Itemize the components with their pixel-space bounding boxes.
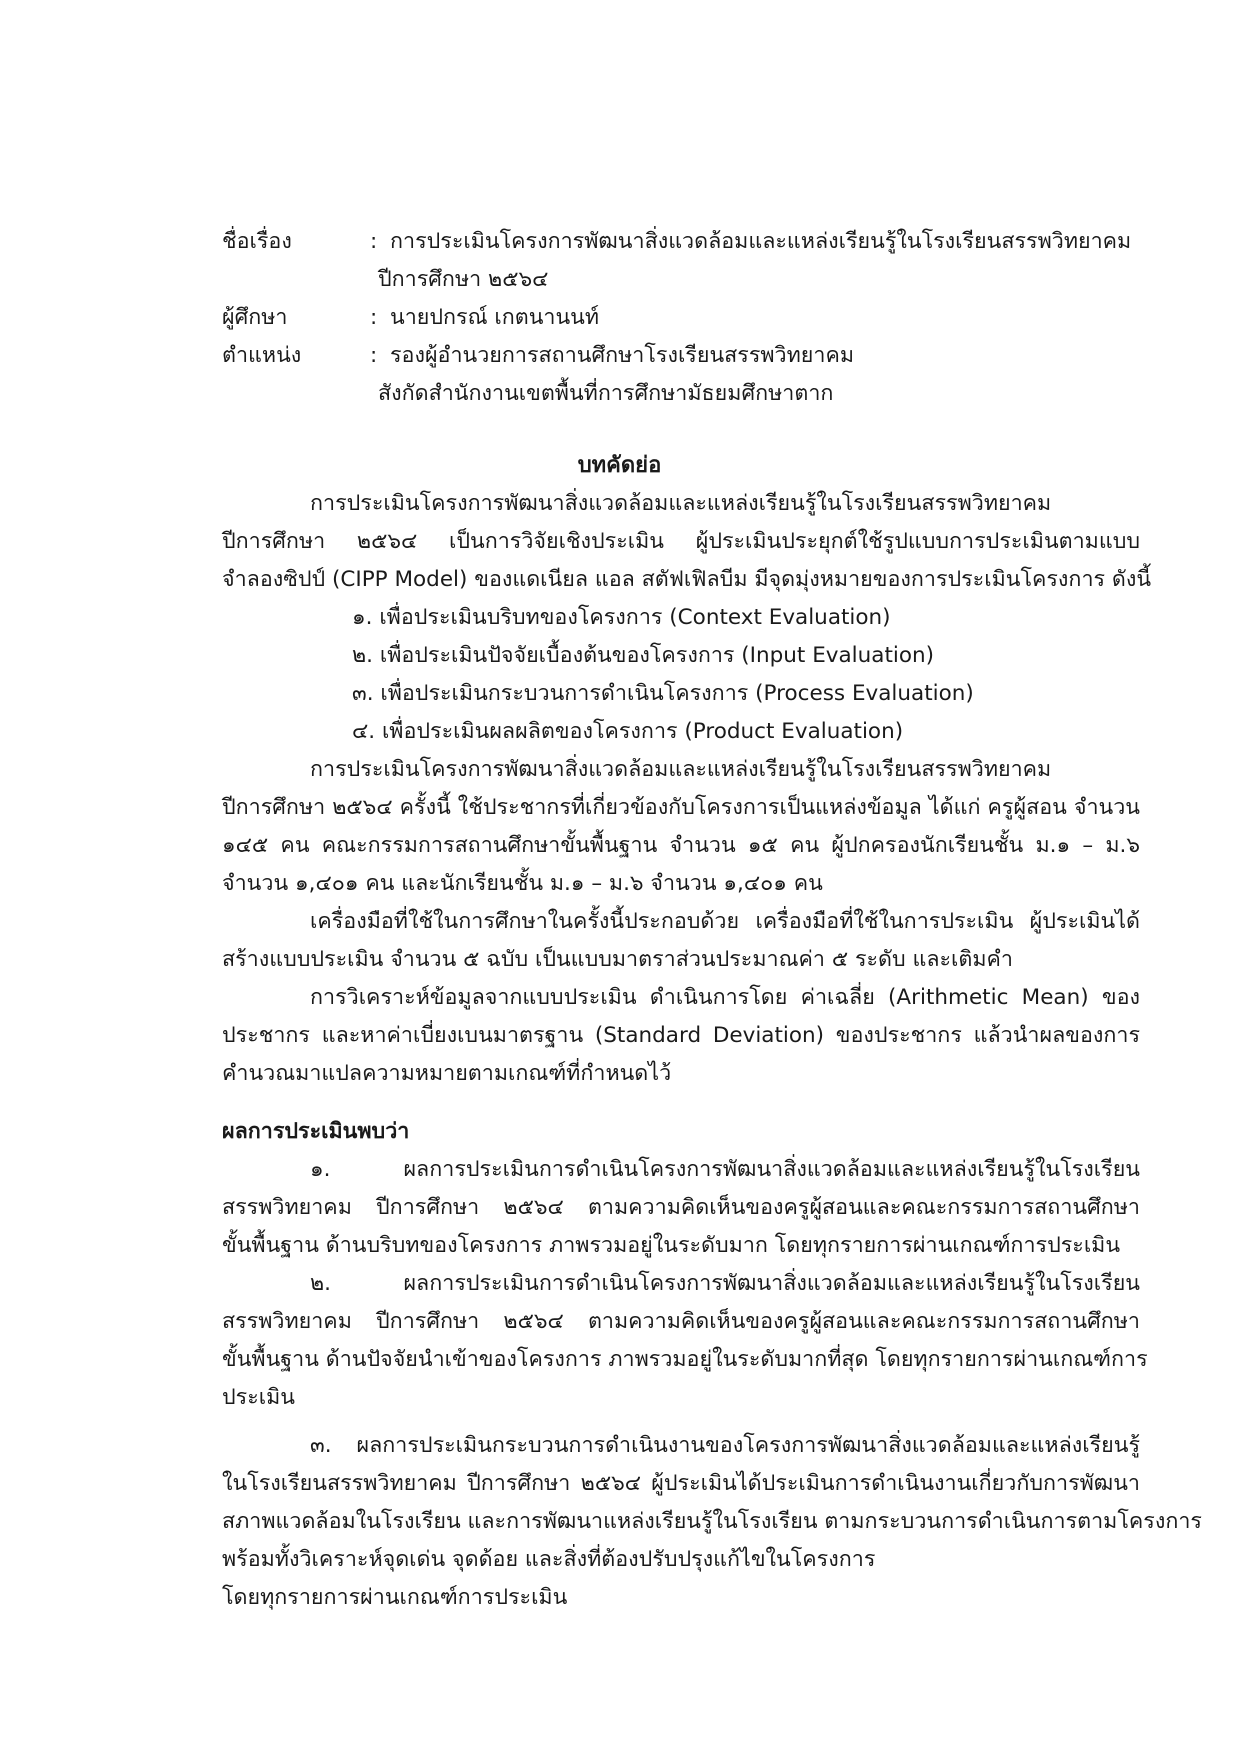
abstract-p3-line: สร้างแบบประเมิน จำนวน ๕ ฉบับ เป็นแบบมาตราส่วนประมาณค่า ๕ ระดับ และเติมคำ bbox=[222, 947, 1013, 972]
result-2-line: ๒. ผลการประเมินการดำเนินโครงการพัฒนาสิ่งแวดล้อมและแหล่งเรียนรู้ในโรงเรียน bbox=[310, 1271, 1140, 1296]
student-colon: : bbox=[370, 305, 378, 330]
abstract-p1-line: จำลองซิปป์ (CIPP Model) ของแดเนียล แอล สตัฟเฟิลบีม มีจุดมุ่งหมายของการประเมินโครงการ ดังนี้ bbox=[222, 567, 1152, 592]
title-value-line2: ปีการศึกษา ๒๕๖๔ bbox=[378, 267, 549, 292]
abstract-heading: บทคัดย่อ bbox=[577, 453, 662, 478]
abstract-p2-line: ๑๔๕ คน คณะกรรมการสถานศึกษาขั้นพื้นฐาน จำนวน ๑๕ คน ผู้ปกครองนักเรียนชั้น ม.๑ – ม.๖ bbox=[222, 833, 1140, 858]
result-3-line: พร้อมทั้งวิเคราะห์จุดเด่น จุดด้อย และสิ่งที่ต้องปรับปรุงแก้ไขในโครงการ bbox=[222, 1547, 876, 1572]
position-label: ตำแหน่ง bbox=[222, 343, 302, 368]
abstract-p4-line: การวิเคราะห์ข้อมูลจากแบบประเมิน ดำเนินการโดย ค่าเฉลี่ย (Arithmetic Mean) ของ bbox=[310, 985, 1140, 1010]
result-3-line: โดยทุกรายการผ่านเกณฑ์การประเมิน bbox=[222, 1585, 568, 1610]
result-3-line: ในโรงเรียนสรรพวิทยาคม ปีการศึกษา ๒๕๖๔ ผู้ประเมินได้ประเมินการดำเนินงานเกี่ยวกับการพัฒนา bbox=[222, 1471, 1140, 1496]
result-3-line: สภาพแวดล้อมในโรงเรียน และการพัฒนาแหล่งเรียนรู้ในโรงเรียน ตามกระบวนการดำเนินการตามโครงการ bbox=[222, 1509, 1202, 1534]
abstract-p1-line: การประเมินโครงการพัฒนาสิ่งแวดล้อมและแหล่งเรียนรู้ในโรงเรียนสรรพวิทยาคม bbox=[310, 491, 1052, 516]
title-value-line1: การประเมินโครงการพัฒนาสิ่งแวดล้อมและแหล่งเรียนรู้ในโรงเรียนสรรพวิทยาคม bbox=[390, 229, 1132, 254]
position-colon: : bbox=[370, 343, 378, 368]
result-1-line: สรรพวิทยาคม ปีการศึกษา ๒๕๖๔ ตามความคิดเห็นของครูผู้สอนและคณะกรรมการสถานศึกษา bbox=[222, 1195, 1140, 1220]
result-2-line: สรรพวิทยาคม ปีการศึกษา ๒๕๖๔ ตามความคิดเห็นของครูผู้สอนและคณะกรรมการสถานศึกษา bbox=[222, 1309, 1140, 1334]
result-2-line: ขั้นพื้นฐาน ด้านปัจจัยนำเข้าของโครงการ ภาพรวมอยู่ในระดับมากที่สุด โดยทุกรายการผ่านเกณฑ์การ bbox=[222, 1347, 1148, 1372]
abstract-p4-line: คำนวณมาแปลความหมายตามเกณฑ์ที่กำหนดไว้ bbox=[222, 1061, 672, 1086]
abstract-p2-line: ปีการศึกษา ๒๕๖๔ ครั้งนี้ ใช้ประชากรที่เกี่ยวข้องกับโครงการเป็นแหล่งข้อมูล ได้แก่ ครูผู้สอน จำนวน bbox=[222, 795, 1140, 820]
title-colon: : bbox=[370, 229, 378, 254]
result-1-line: ๑. ผลการประเมินการดำเนินโครงการพัฒนาสิ่งแวดล้อมและแหล่งเรียนรู้ในโรงเรียน bbox=[310, 1157, 1140, 1182]
result-2-line: ประเมิน bbox=[222, 1385, 295, 1410]
student-label: ผู้ศึกษา bbox=[222, 305, 288, 330]
abstract-p1-line: ปีการศึกษา ๒๕๖๔ เป็นการวิจัยเชิงประเมิน ผู้ประเมินประยุกต์ใช้รูปแบบการประเมินตามแบบ bbox=[222, 529, 1140, 554]
result-3-line: ๓. ผลการประเมินกระบวนการดำเนินงานของโครงการพัฒนาสิ่งแวดล้อมและแหล่งเรียนรู้ bbox=[310, 1433, 1140, 1458]
position-value-line2: สังกัดสำนักงานเขตพื้นที่การศึกษามัธยมศึกษาตาก bbox=[378, 381, 834, 406]
abstract-p4-line: ประชากร และหาค่าเบี่ยงเบนมาตรฐาน (Standard Deviation) ของประชากร แล้วนำผลของการ bbox=[222, 1023, 1140, 1048]
objective-item: ๓. เพื่อประเมินกระบวนการดำเนินโครงการ (Process Evaluation) bbox=[352, 681, 974, 706]
objective-item: ๒. เพื่อประเมินปัจจัยเบื้องต้นของโครงการ (Input Evaluation) bbox=[352, 643, 935, 668]
position-value-line1: รองผู้อำนวยการสถานศึกษาโรงเรียนสรรพวิทยาคม bbox=[390, 343, 855, 368]
objective-item: ๔. เพื่อประเมินผลผลิตของโครงการ (Product Evaluation) bbox=[352, 719, 904, 744]
results-heading: ผลการประเมินพบว่า bbox=[222, 1119, 410, 1144]
abstract-p2-line: การประเมินโครงการพัฒนาสิ่งแวดล้อมและแหล่งเรียนรู้ในโรงเรียนสรรพวิทยาคม bbox=[310, 757, 1052, 782]
result-1-line: ขั้นพื้นฐาน ด้านบริบทของโครงการ ภาพรวมอยู่ในระดับมาก โดยทุกรายการผ่านเกณฑ์การประเมิน bbox=[222, 1233, 1121, 1258]
abstract-p3-line: เครื่องมือที่ใช้ในการศึกษาในครั้งนี้ประกอบด้วย เครื่องมือที่ใช้ในการประเมิน ผู้ประเมินได้ bbox=[310, 909, 1140, 934]
objective-item: ๑. เพื่อประเมินบริบทของโครงการ (Context Evaluation) bbox=[352, 605, 891, 630]
abstract-p2-line: จำนวน ๑,๔๐๑ คน และนักเรียนชั้น ม.๑ – ม.๖ จำนวน ๑,๔๐๑ คน bbox=[222, 871, 823, 896]
title-label: ชื่อเรื่อง bbox=[222, 229, 292, 254]
student-value: นายปกรณ์ เกตนานนท์ bbox=[390, 305, 600, 330]
